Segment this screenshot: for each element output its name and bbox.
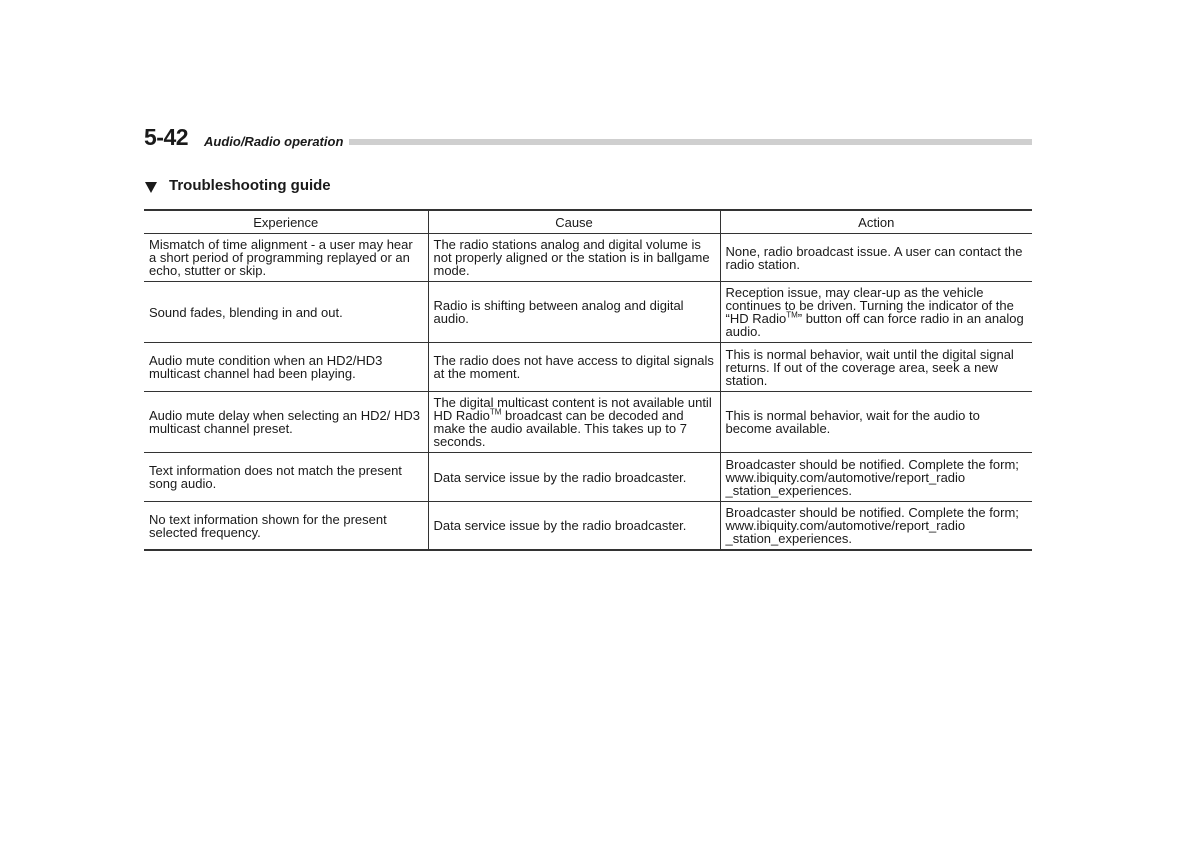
cause-cell: The radio stations analog and digital volume is not properly aligned or the station is in ballgame mode. [428, 234, 720, 282]
trademark-mark: TM [489, 407, 502, 417]
column-header-experience: Experience [144, 210, 428, 234]
cause-cell: Data service issue by the radio broadcaster. [428, 453, 720, 502]
section-name: Audio/Radio operation [204, 134, 344, 149]
section-title-text: Troubleshooting guide [169, 177, 331, 194]
column-header-action: Action [720, 210, 1032, 234]
table-row [144, 453, 1032, 502]
page-header [144, 124, 1032, 150]
table-row [144, 282, 1032, 343]
experience-cell: Audio mute condition when an HD2/HD3 multicast channel had been playing. [144, 343, 428, 392]
cause-cell: Radio is shifting between analog and digital audio. [428, 282, 720, 343]
action-cell [720, 282, 1032, 343]
cause-text-end: broadcast can be decoded and make the audio available. This takes up to 7 seconds. [433, 408, 687, 449]
header-rule [349, 139, 1032, 145]
table-header-row [144, 210, 1032, 234]
table-row [144, 234, 1032, 282]
cause-cell [428, 392, 720, 453]
cause-cell: The radio does not have access to digital signals at the moment. [428, 343, 720, 392]
trademark-mark: TM [786, 310, 798, 320]
table-row [144, 392, 1032, 453]
action-text-start: Reception issue, may clear-up as the vehicle continues to be driven. Turning the indicator of the “HD Radio [725, 285, 1014, 326]
action-text-end: ” button off can force radio in an analog audio. [725, 311, 1024, 339]
action-cell: This is normal behavior, wait for the audio to become available. [720, 392, 1032, 453]
action-cell: This is normal behavior, wait until the digital signal returns. If out of the coverage area, seek a new station. [720, 343, 1032, 392]
table-row [144, 502, 1032, 551]
action-cell: None, radio broadcast issue. A user can contact the radio station. [720, 234, 1032, 282]
table-row [144, 343, 1032, 392]
triangle-down-icon [145, 182, 157, 193]
experience-cell: No text information shown for the present selected frequency. [144, 502, 428, 551]
experience-cell: Mismatch of time alignment - a user may hear a short period of programming replayed or an echo, stutter or skip. [144, 234, 428, 282]
page-number: 5-42 [144, 124, 189, 150]
experience-cell: Audio mute delay when selecting an HD2/ HD3 multicast channel preset. [144, 392, 428, 453]
action-cell: Broadcaster should be notified. Complete the form; www.ibiquity.com/automotive/report_radio _station_experiences. [720, 502, 1032, 551]
cause-text-start: The digital multicast content is not available until HD Radio [433, 395, 712, 423]
experience-cell: Sound fades, blending in and out. [144, 282, 428, 343]
action-cell: Broadcaster should be notified. Complete the form; www.ibiquity.com/automotive/report_radio _station_experiences. [720, 453, 1032, 502]
troubleshooting-table [144, 209, 1032, 551]
experience-cell: Text information does not match the present song audio. [144, 453, 428, 502]
column-header-cause: Cause [428, 210, 720, 234]
section-title [145, 177, 331, 195]
cause-cell: Data service issue by the radio broadcaster. [428, 502, 720, 551]
